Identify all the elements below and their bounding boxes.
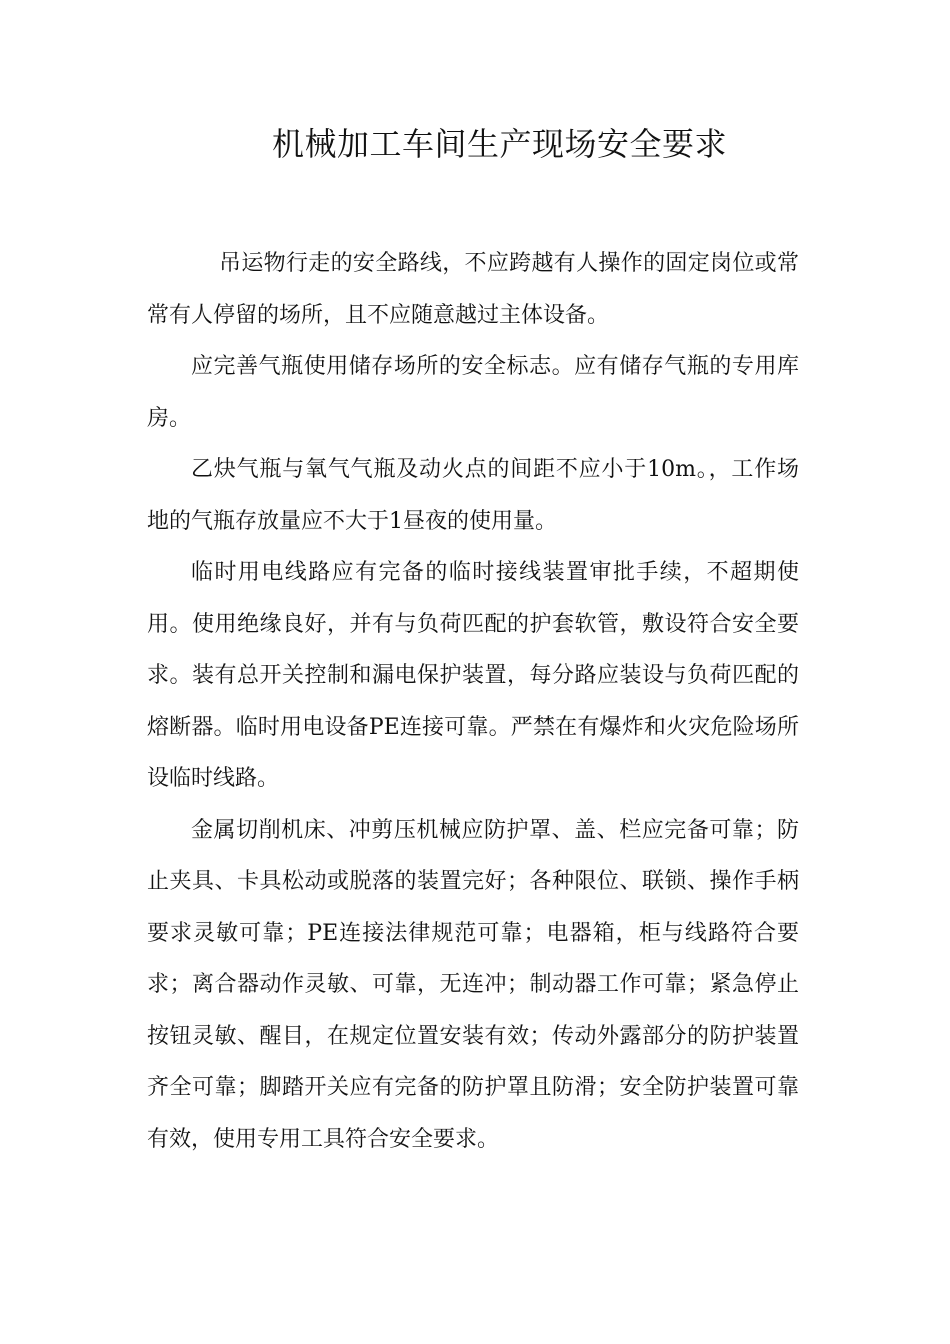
page-title: 机械加工车间生产现场安全要求: [272, 125, 728, 163]
paragraph-temporary-power: 临时用电线路应有完备的临时接线装置审批手续，不超期使用。使用绝缘良好，并有与负荷匹配的护套软管，敷设符合安全要求。装有总开关控制和漏电保护装置，每分路应装设与负荷匹配的熔断器。临时用电设备PE连接可靠。严禁在有爆炸和火灾危险场所设临时线路。: [147, 560, 799, 791]
document-body: [147, 238, 799, 1165]
paragraph-gas-cylinder-storage: 应完善气瓶使用储存场所的安全标志。应有储存气瓶的专用库房。: [147, 354, 799, 431]
paragraph-machine-guarding: 金属切削机床、冲剪压机械应防护罩、盖、栏应完备可靠；防止夹具、卡具松动或脱落的装置完好；各种限位、联锁、操作手柄要求灵敏可靠；PE连接法律规范可靠；电器箱，柜与线路符合要求；离合器动作灵敏、可靠，无连冲；制动器工作可靠；紧急停止按钮灵敏、醒目，在规定位置安装有效；传动外露部分的防护装置齐全可靠；脚踏开关应有完备的防护罩且防滑；安全防护装置可靠有效，使用专用工具符合安全要求。: [147, 817, 799, 1152]
paragraph-cylinder-distance: 乙炔气瓶与氧气气瓶及动火点的间距不应小于10m。，工作场地的气瓶存放量应不大于1昼夜的使用量。: [147, 457, 799, 534]
paragraph-lifting-route: 吊运物行走的安全路线，不应跨越有人操作的固定岗位或常常有人停留的场所，且不应随意越过主体设备。: [147, 251, 799, 328]
